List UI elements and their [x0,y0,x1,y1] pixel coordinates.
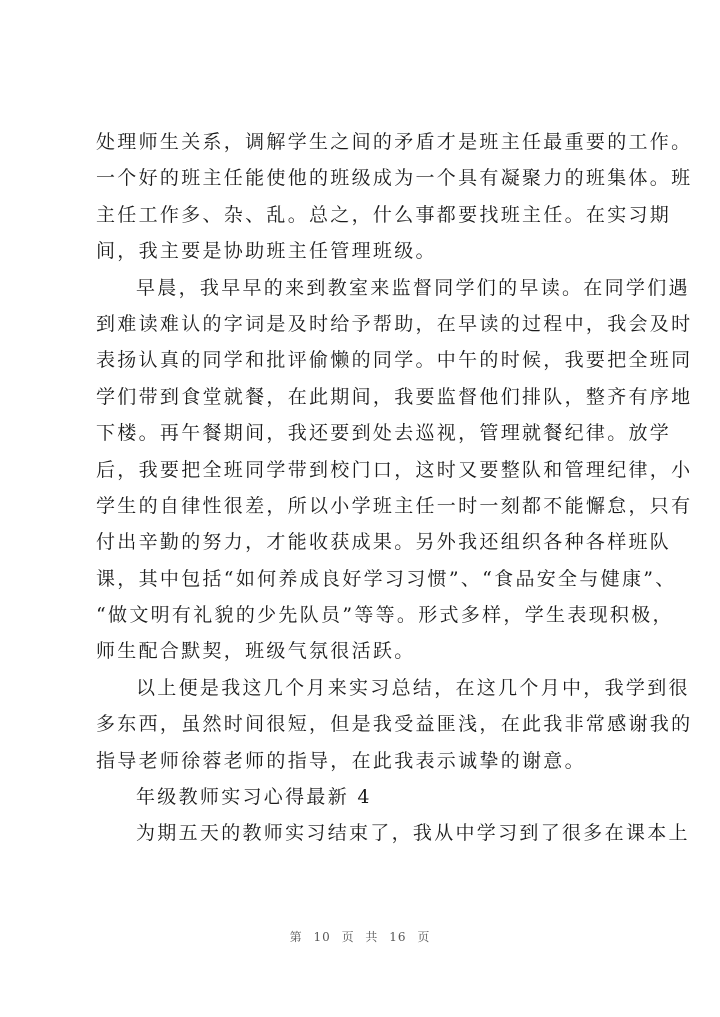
footer-di: 第 [289,930,303,944]
text-line: 多东西，虽然时间很短，但是我受益匪浅，在此我非常感谢我的 [96,713,693,736]
text-line: 课，其中包括“如何养成良好学习习惯”、“食品安全与健康”、 [96,567,677,590]
text-line: 学们带到食堂就餐，在此期间，我要监督他们排队，整齐有序地 [96,385,693,408]
page-footer [0,928,720,945]
footer-ye2: 页 [417,930,431,944]
text-line: 到难读难认的字词是及时给予帮助，在早读的过程中，我会及时 [96,312,693,335]
section-heading: 年级教师实习心得最新 4 [136,786,372,809]
text-line: 付出辛勤的努力，才能收获成果。另外我还组织各种各样班队 [96,531,672,554]
footer-gong: 共 [365,930,379,944]
text-line: 以上便是我这几个月来实习总结，在这几个月中，我学到很 [136,676,690,699]
text-line: 表扬认真的同学和批评偷懒的同学。中午的时候，我要把全班同 [96,349,693,372]
text-line: 师生配合默契，班级气氛很活跃。 [96,640,416,663]
text-line: 一个好的班主任能使他的班级成为一个具有凝聚力的班集体。班 [96,167,693,190]
text-line: 为期五天的教师实习结束了，我从中学习到了很多在课本上 [136,822,690,845]
text-line: 后，我要把全班同学带到校门口，这时又要整队和管理纪律，小 [96,458,693,481]
text-line: 处理师生关系，调解学生之间的矛盾才是班主任最重要的工作。 [96,131,693,153]
text-line: 早晨，我早早的来到教室来监督同学们的早读。在同学们遇 [136,276,690,299]
document-body [96,124,693,852]
text-line: 主任工作多、杂、乱。总之，什么事都要找班主任。在实习期 [96,203,672,226]
text-line: “做文明有礼貌的少先队员”等等。形式多样，学生表现积极， [96,604,674,627]
text-line: 学生的自律性很差，所以小学班主任一时一刻都不能懈怠，只有 [96,494,693,517]
text-line: 间，我主要是协助班主任管理班级。 [96,240,437,263]
text-line: 下楼。再午餐期间，我还要到处去巡视，管理就餐纪律。放学 [96,422,672,445]
text-line: 指导老师徐蓉老师的指导，在此我表示诚挚的谢意。 [96,749,586,772]
footer-total-pages: 16 [389,930,407,944]
footer-page-number: 10 [313,930,331,944]
footer-ye: 页 [341,930,355,944]
